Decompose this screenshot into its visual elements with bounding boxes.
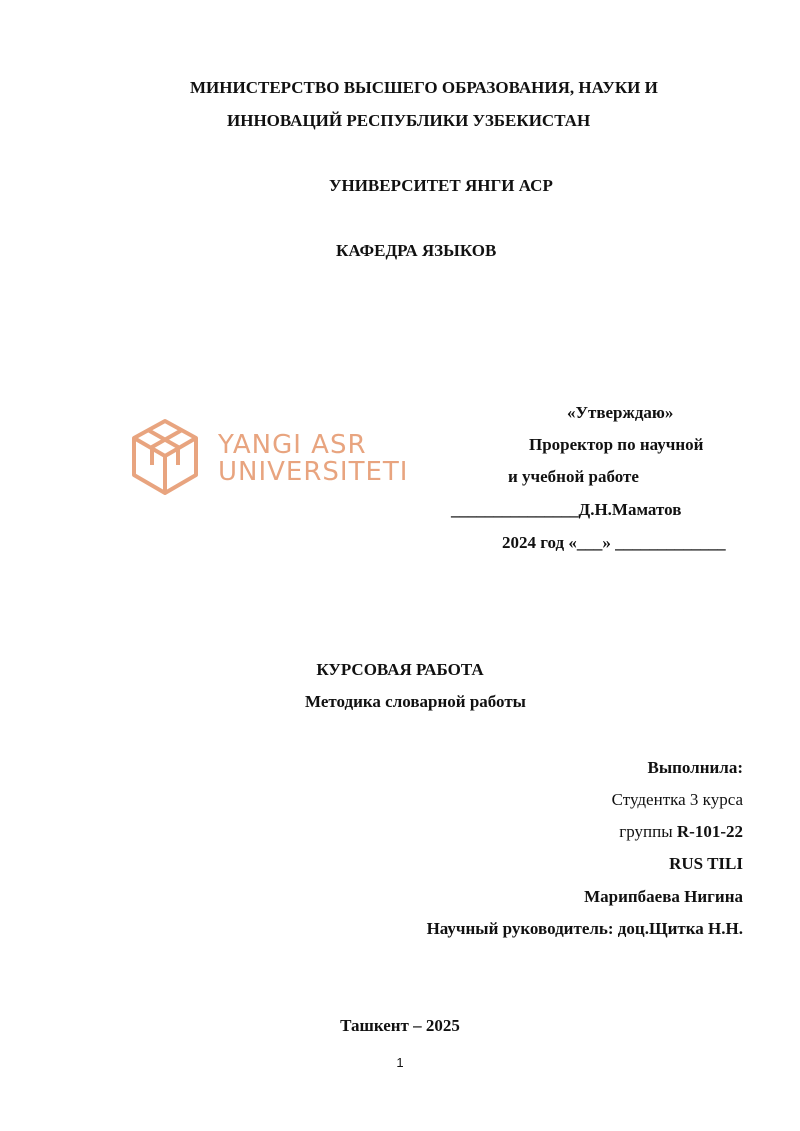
ministry-line-1: МИНИСТЕРСТВО ВЫСШЕГО ОБРАЗОВАНИЯ, НАУКИ И [190, 78, 658, 97]
university-logo [128, 418, 409, 498]
cube-logo-icon [128, 418, 208, 498]
logo-line-1: YANGI ASR [218, 430, 367, 460]
author-group-code: R-101-22 [676, 822, 743, 841]
author-specialty: RUS TILI [669, 854, 743, 873]
ministry-line-2: ИННОВАЦИЙ РЕСПУБЛИКИ УЗБЕКИСТАН [227, 111, 591, 130]
logo-line-2: UNIVERSITETI [218, 457, 409, 487]
work-type: КУРСОВАЯ РАБОТА [316, 660, 484, 679]
author-group [619, 822, 743, 842]
university-name: УНИВЕРСИТЕТ ЯНГИ АСР [329, 176, 553, 195]
author-group-prefix: группы [619, 822, 677, 841]
page-number: 1 [396, 1055, 404, 1070]
logo-wordmark [218, 432, 408, 486]
approval-position-line-2: и учебной работе [508, 467, 639, 486]
approval-date: 2024 год «___» _____________ [502, 533, 726, 552]
supervisor: Научный руководитель: доц.Щитка Н.Н. [426, 919, 743, 938]
author-label: Выполнила: [647, 758, 743, 777]
author-name: Марипбаева Нигина [584, 887, 743, 906]
work-topic: Методика словарной работы [305, 692, 526, 711]
approval-position-line-1: Проректор по научной [529, 435, 704, 454]
approval-signature: _______________Д.Н.Маматов [451, 500, 682, 519]
author-course: Студентка 3 курса [611, 790, 743, 809]
city-year: Ташкент – 2025 [340, 1016, 460, 1035]
approval-title: «Утверждаю» [567, 403, 674, 422]
department-name: КАФЕДРА ЯЗЫКОВ [336, 241, 497, 260]
